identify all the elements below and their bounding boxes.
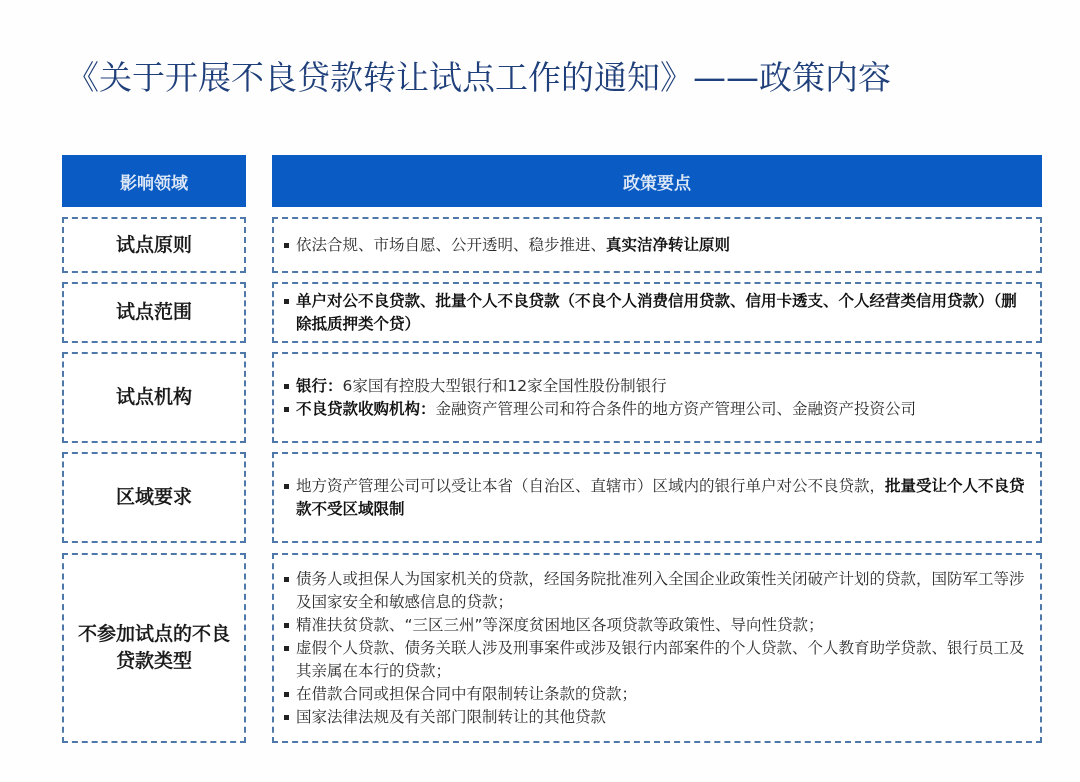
area-label: 不参加试点的不良贷款类型 bbox=[78, 623, 231, 672]
row-area-principle bbox=[62, 217, 246, 273]
bullet-text-bold: 银行： bbox=[296, 376, 343, 395]
area-label: 试点原则 bbox=[115, 233, 192, 256]
bullet-text: 依法合规、市场自愿、公开透明、稳步推进、 bbox=[296, 235, 607, 254]
bullet-item bbox=[282, 614, 1032, 637]
row-points-scope bbox=[272, 282, 1042, 343]
bullet-item bbox=[282, 568, 1032, 614]
bullet-text: 金融资产管理公司和符合条件的地方资产管理公司、金融资产投资公司 bbox=[435, 399, 917, 418]
bullet-item bbox=[282, 475, 1032, 521]
row-points-region bbox=[272, 452, 1042, 543]
area-label: 区域要求 bbox=[115, 486, 192, 508]
row-area-region bbox=[62, 452, 246, 543]
bullet-text-bold: 真实洁净转让原则 bbox=[606, 235, 731, 254]
bullet-item bbox=[282, 375, 1032, 398]
bullet-text-bold: 不良贷款收购机构： bbox=[296, 399, 436, 418]
row-area-excluded-types bbox=[62, 553, 246, 743]
bullet-item bbox=[282, 683, 1032, 706]
header-policy-points: 政策要点 bbox=[272, 155, 1042, 207]
area-label: 试点机构 bbox=[115, 386, 192, 408]
bullet-item bbox=[282, 398, 1032, 421]
row-area-scope bbox=[62, 282, 246, 343]
header-area: 影响领域 bbox=[62, 155, 246, 207]
bullet-item bbox=[282, 706, 1032, 729]
bullet-item bbox=[282, 234, 1032, 257]
bullet-text: 国家法律法规及有关部门限制转让的其他贷款 bbox=[296, 707, 607, 726]
bullet-item bbox=[282, 637, 1032, 683]
bullet-text: 精准扶贫贷款、“三区三州”等深度贫困地区各项贷款等政策性、导向性贷款； bbox=[296, 615, 824, 634]
bullet-text: 地方资产管理公司可以受让本省（自治区、直辖市）区域内的银行单户对公不良贷款， bbox=[296, 476, 886, 495]
row-area-institutions bbox=[62, 352, 246, 443]
bullet-text: 在借款合同或担保合同中有限制转让条款的贷款； bbox=[296, 684, 638, 703]
bullet-text-bold: 单户对公不良贷款、批量个人不良贷款（不良个人消费信用贷款、信用卡透支、个人经营类信用贷款）（删除抵质押类个贷） bbox=[296, 291, 1017, 333]
bullet-text-bold: 批量受让个人不良贷款不受区域限制 bbox=[296, 476, 1025, 518]
page-title: 《关于开展不良贷款转让试点工作的通知》——政策内容 bbox=[66, 58, 891, 97]
row-points-excluded-types bbox=[272, 553, 1042, 743]
bullet-text: 虚假个人贷款、债务关联人涉及刑事案件或涉及银行内部案件的个人贷款、个人教育助学贷款、银行员工及其亲属在本行的贷款； bbox=[296, 638, 1025, 680]
bullet-text: 债务人或担保人为国家机关的贷款，经国务院批准列入全国企业政策性关闭破产计划的贷款，国防军工等涉及国家安全和敏感信息的贷款； bbox=[296, 569, 1025, 611]
area-label: 试点范围 bbox=[115, 301, 192, 323]
bullet-text: 6家国有控股大型银行和12家全国性股份制银行 bbox=[342, 376, 667, 395]
bullet-item bbox=[282, 290, 1032, 336]
row-points-institutions bbox=[272, 352, 1042, 443]
row-points-principle bbox=[272, 217, 1042, 273]
